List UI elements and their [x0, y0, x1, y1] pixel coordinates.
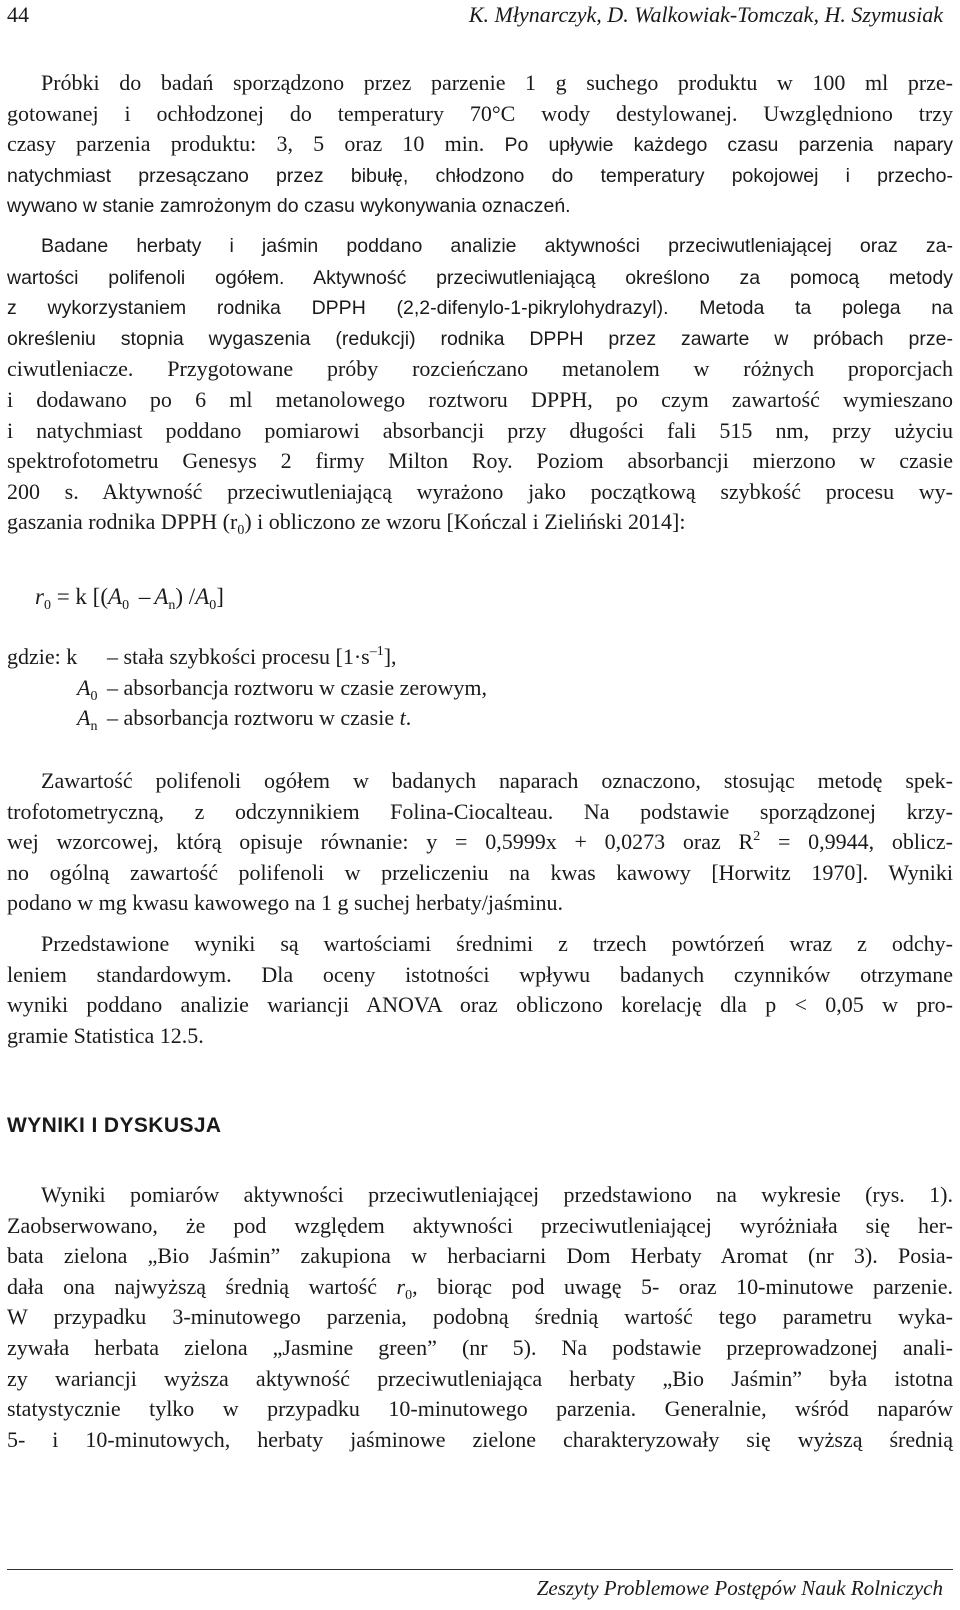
text-line: wywano w stanie zamrożonym do czasu wykonywania oznaczeń. [7, 195, 571, 218]
paragraph-results [7, 1180, 953, 1455]
text-line: trofotometryczną, z odczynnikiem Folina-Ciocalteau. Na podstawie sporządzonej krzy- [7, 798, 953, 824]
text-line: zy wariancji wyższa aktywność przeciwutleniająca herbaty „Bio Jaśmin” była istotna [7, 1365, 953, 1391]
text-line: wej wzorcowej, którą opisuje równanie: y = 0,5999x + 0,0273 oraz $R^2 = 0,9944$, oblicz- [7, 829, 953, 855]
paragraph-dpph-method [7, 231, 953, 538]
text-line: wyniki poddano analizie wariancji ANOVA oraz obliczono korelację dla p < 0,05 w pro- [7, 992, 953, 1018]
paragraph-statistics [7, 929, 953, 1051]
text-line: gotowanej i ochłodzonej do temperatury 70°C wody destylowanej. Uwzględniono trzy [7, 100, 953, 126]
text-line: Wyniki pomiarów aktywności przeciwutleniającej przedstawiono na wykresie (rys. 1). [41, 1182, 953, 1207]
text-line: Próbki do badań sporządzono przez parzenie 1 g suchego produktu w 100 ml prze- [41, 70, 953, 95]
text-line: Zawartość polifenoli ogółem w badanych naparach oznaczono, stosując metodę spek- [41, 768, 953, 793]
text-line: Zaobserwowano, że pod względem aktywności przeciwutleniającej wyróżniała się her- [7, 1212, 953, 1238]
text-line: Przedstawione wyniki są wartościami średnimi z trzech powtórzeń wraz z odchy- [41, 931, 953, 956]
rate-formula: $r_0 = k$ [$(A_0 - A_n)$ $/A_0$] [35, 584, 224, 613]
footer-divider [7, 1569, 953, 1570]
text-line: spektrofotometru Genesys 2 firmy Milton Roy. Poziom absorbancji mierzono w czasie [7, 448, 953, 474]
running-header [7, 2, 953, 32]
text-line: i natychmiast poddano pomiarowi absorbancji przy długości fali 515 nm, przy użyciu [7, 417, 953, 443]
text-line: określeniu stopnia wygaszenia (redukcji) rodnika DPPH przez zawarte w próbach prze- [7, 327, 953, 350]
text-line: podano w mg kwasu kawowego na 1 g suchej herbaty/jaśminu. [7, 890, 563, 916]
journal-name: Zeszyty Problemowe Postępów Nauk Rolniczych [536, 1576, 943, 1600]
text-line: bata zielona „Bio Jaśmin” zakupiona w herbaciarni Dom Herbaty Aromat (nr 3). Posia- [7, 1243, 953, 1269]
text-line: czasy parzenia produktu: 3, 5 oraz 10 min. Po upływie każdego czasu parzenia napary [7, 131, 954, 157]
text-line: 200 s. Aktywność przeciwutleniającą wyrażono jako początkową szybkość procesu wy- [7, 478, 953, 504]
text-line: natychmiast przesączano przez bibułę, chłodzono do temperatury pokojowej i przecho- [7, 164, 953, 187]
text-line: gaszania rodnika DPPH $(r_0)$ i obliczono ze wzoru [Kończal i Zieliński 2014]: [7, 509, 686, 539]
text-line: gramie Statistica 12.5. [7, 1022, 204, 1048]
text-line: ciwutleniacze. Przygotowane próby rozcieńczano metanolem w różnych proporcjach [7, 356, 953, 382]
text-line: dała ona najwyższą średnią wartość $r_0$, biorąc pod uwagę 5- oraz 10-minutowe parzenie. [7, 1273, 953, 1303]
text-line: no ogólną zawartość polifenoli w przeliczeniu na kwas kawowy [Horwitz 1970]. Wyniki [7, 859, 953, 885]
text-line: Badane herbaty i jaśmin poddano analizie aktywności przeciwutleniającej oraz za- [41, 235, 953, 257]
paragraph-polyphenols [7, 766, 953, 919]
text-line: z wykorzystaniem rodnika DPPH (2,2-difenylo-1-pikrylohydrazyl). Metoda ta polega na [7, 297, 953, 320]
running-header-authors: K. Młynarczyk, D. Walkowiak-Tomczak, H. Szymusiak [468, 2, 943, 27]
text-line: W przypadku 3-minutowego parzenia, podobną średnią wartość tego parametru wyka- [7, 1304, 953, 1330]
section-heading: WYNIKI I DYSKUSJA [7, 1114, 222, 1137]
text-line: i dodawano po 6 ml metanolowego roztworu DPPH, po czym zawartość wymieszano [7, 386, 953, 412]
text-line: wartości polifenoli ogółem. Aktywność przeciwutleniającą określono za pomocą metody [7, 266, 953, 289]
text-line: leniem standardowym. Dla oceny istotności wpływu badanych czynników otrzymane [7, 961, 953, 987]
text-line: zywała herbata zielona „Jasmine green” (nr 5). Na podstawie przeprowadzonej anali- [7, 1334, 953, 1360]
document-page: 44 K. Młynarczyk, D. Walkowiak-Tomczak, H. Szymusiak Próbki do badań sporządzono przez parzenie 1 g suchego produktu w 100 ml prze- gotowanej i ochłodzonej do temperatury 70°C wody destylowanej. Uwzględniono trzy czasy parzenia produktu: 3, 5 oraz 10 min. Po upływie każdego czasu parzenia napary natychmiast przesączano przez bibułę, chłodzono do temperatury pokojowej i przecho- wywano w stanie zamrożonym do czasu wykonywania oznaczeń. Badane herbaty i jaśmin poddano analizie aktywności przeciwutleniającej oraz za- wartości polifenoli ogółem. Aktywność przeciwutleniającą określono za pomocą metody z wykorzystaniem rodnika DPPH (2,2-difenylo-1-pikrylohydrazyl). Metoda ta polega na określeniu stopnia wygaszenia (redukcji) rodnika DPPH przez zawarte w próbach prze- ciwutleniacze. Przygotowane próby rozcieńczano metanolem w różnych proporcjach i dodawano po 6 ml metanolowego roztworu DPPH, po czym zawartość wymieszano i natychmiast poddano pomiarowi absorbancji przy długości fali 515 nm, przy użyciu spektrofotometru Genesys 2 firmy Milton Roy. Poziom absorbancji mierzono w czasie 200 s. Aktywność przeciwutleniającą wyrażono jako początkową szybkość procesu wy- gaszania rodnika DPPH $(r_0)$ i obliczono ze wzoru [Kończal i Zieliński 2014]: $r_0 = k$ [$(A_0 - A_n)$ $/A_0$] gdzie: k – stała szybkości procesu $[1\cdot s^{-1}]$, $A_0$ – absorbancja roztworu w czasie zerowym, $A_n$ – absorbancja roztworu w czasie t. Zawartość polifenoli ogółem w badanych naparach oznaczono, stosując metodę spek- trofotometryczną, z odczynnikiem Folina-Ciocalteau. Na podstawie sporządzonej krzy- wej wzorcowej, którą opisuje równanie: y = 0,5999x + 0,0273 oraz $R^2 = 0,9944$, oblicz- no ogólną zawartość polifenoli w przeliczeniu na kwas kawowy [Horwitz 1970]. Wyniki podano w mg kwasu kawowego na 1 g suchej herbaty/jaśminu. Przedstawione wyniki są wartościami średnimi z trzech powtórzeń wraz z odchy- leniem standardowym. Dla oceny istotności wpływu badanych czynników otrzymane wyniki poddano analizie wariancji ANOVA oraz obliczono korelację dla p < 0,05 w pro- gramie Statistica 12.5. WYNIKI I DYSKUSJA Wyniki pomiarów aktywności przeciwutleniającej przedstawiono na wykresie (rys. 1). Zaobserwowano, że pod względem aktywności przeciwutleniającej wyróżniała się her- bata zielona „Bio Jaśmin” zakupiona w herbaciarni Dom Herbaty Aromat (nr 3). Posia- dała ona najwyższą średnią wartość $r_0$, biorąc pod uwagę 5- oraz 10-minutowe parzenie. W przypadku 3-minutowego parzenia, podobną średnią wartość tego parametru wyka- zywała herbata zielona „Jasmine green” (nr 5). Na podstawie przeprowadzonej anali- zy wariancji wyższa aktywność przeciwutleniająca herbaty „Bio Jaśmin” była istotna statystycznie tylko w przypadku 10-minutowego parzenia. Generalnie, wśród naparów 5- i 10-minutowych, herbaty jaśminowe zielone charakteryzowały się wyższą średnią Zeszyty Problemowe Postępów Nauk Rolniczych [7, 2, 954, 1600]
text-line: 5- i 10-minutowych, herbaty jaśminowe zielone charakteryzowały się wyższą średnią [7, 1426, 953, 1452]
text-line: statystycznie tylko w przypadku 10-minutowego parzenia. Generalnie, wśród naparów [7, 1396, 953, 1422]
paragraph-sample-preparation [7, 68, 953, 222]
page-number: 44 [7, 2, 29, 27]
